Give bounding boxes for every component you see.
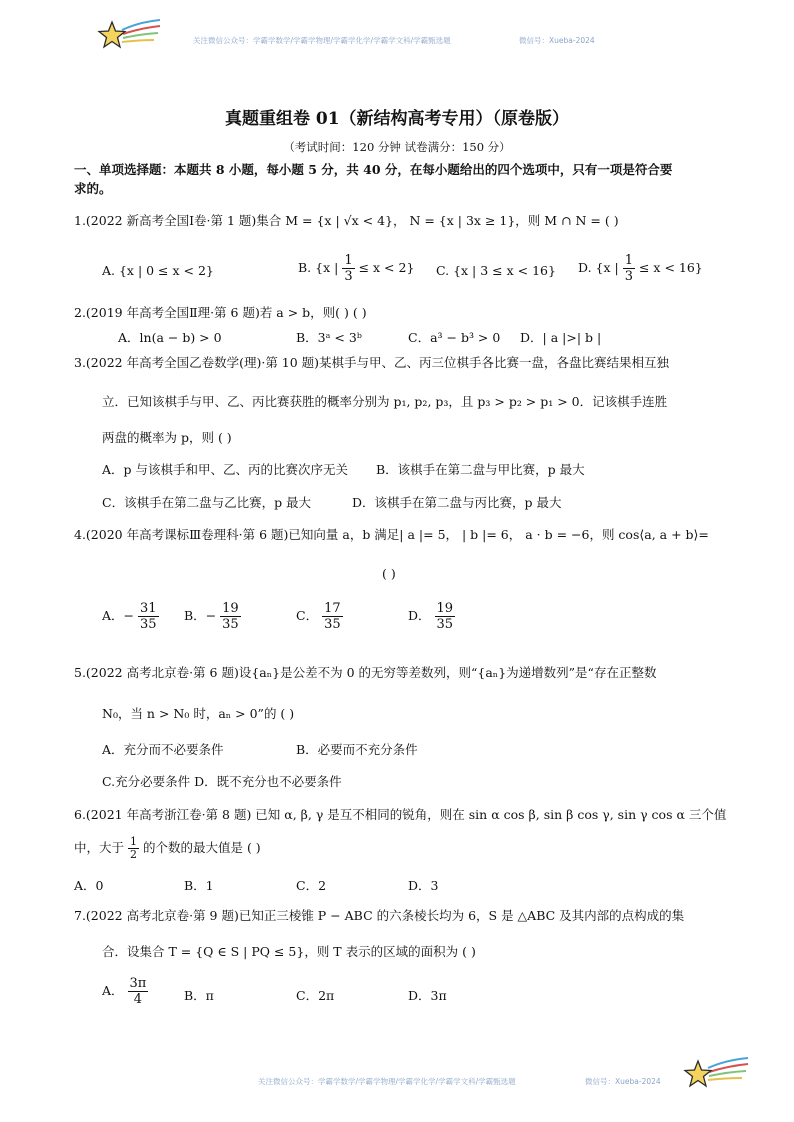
q6-line2-post: 的个数的最大值是 ( ) <box>142 840 261 855</box>
q3-option-a: A．p 与该棋手和甲、乙、丙的比赛次序无关 <box>102 462 349 477</box>
q4-d-den: 35 <box>436 617 454 632</box>
q5-option-cd: C.充分必要条件 D．既不充分也不必要条件 <box>102 774 342 789</box>
q7-a-num: 3π <box>129 976 147 991</box>
q1-b-fraction <box>342 253 354 284</box>
q1-d-pre: D. {x | <box>578 260 619 275</box>
q6-option-d: D．3 <box>408 878 439 893</box>
q7-option-d: D．3π <box>408 988 447 1003</box>
question-5-line1: 5.(2022 高考北京卷·第 6 题)设{aₙ}是公差不为 0 的无穷等差数列，则“{aₙ}为递增数列”是“存在正整数 <box>74 665 657 680</box>
q4-a-label: A． <box>102 608 124 623</box>
q5-option-b: B．必要而不充分条件 <box>296 742 418 757</box>
q4-b-sign: − <box>205 608 217 623</box>
q2-option-d: D．| a |>| b | <box>520 330 602 345</box>
question-7-line2: 合．设集合 T = {Q ∈ S | PQ ≤ 5}，则 T 表示的区域的面积为 ( ) <box>102 944 476 959</box>
q1-d-fraction <box>623 253 635 284</box>
question-6-line1: 6.(2021 年高考浙江卷·第 8 题) 已知 α, β, γ 是互不相同的锐角，则在 sin α cos β, sin β cos γ, sin γ cos α 三个值 <box>74 807 727 822</box>
q7-option-b: B．π <box>184 988 214 1003</box>
q4-a-den: 35 <box>140 617 157 632</box>
q4-c-fraction <box>322 601 343 632</box>
star-logo-icon <box>94 16 164 56</box>
q1-option-d <box>578 253 703 284</box>
question-7-line1: 7.(2022 高考北京卷·第 9 题)已知正三棱锥 P − ABC 的六条棱长均为 6，S 是 △ABC 及其内部的点构成的集 <box>74 908 685 923</box>
q2-option-a: A．ln(a − b) > 0 <box>118 330 222 345</box>
q4-c-num: 17 <box>324 601 341 616</box>
header-info-text: 关注微信公众号：学霸学数学/学霸学物理/学霸学化学/学霸学文科/学霸甄选题 <box>193 36 451 45</box>
q4-d-fraction <box>435 601 456 632</box>
q6-half-den: 2 <box>130 848 137 861</box>
q6-line2-pre: 中，大于 <box>74 840 125 855</box>
q1-d-den: 3 <box>624 269 633 284</box>
page-title: 真题重组卷 01（新结构高考专用）（原卷版） <box>224 109 570 129</box>
question-3-line3: 两盘的概率为 p，则 ( ) <box>102 430 232 445</box>
q6-half-fraction <box>128 836 139 861</box>
q4-answer-paren: ( ) <box>382 566 396 581</box>
q7-a-label: A． <box>102 983 124 998</box>
q7-a-den: 4 <box>133 992 143 1007</box>
q4-c-den: 35 <box>324 617 341 632</box>
q1-b-post: ≤ x < 2} <box>358 260 415 275</box>
q4-b-num: 19 <box>222 601 239 616</box>
q4-d-num: 19 <box>436 601 454 616</box>
q3-option-c: C．该棋手在第二盘与乙比赛，p 最大 <box>102 495 312 510</box>
q1-d-post: ≤ x < 16} <box>638 260 703 275</box>
q7-option-a <box>102 976 148 1007</box>
question-3-line2: 立．已知该棋手与甲、乙、丙比赛获胜的概率分别为 p₁, p₂, p₃，且 p₃ > p₂ > p₁ > 0．记该棋手连胜 <box>102 394 668 409</box>
header-wechat-text: 微信号：Xueba-2024 <box>519 36 595 45</box>
q5-option-a: A．充分而不必要条件 <box>102 742 224 757</box>
footer-wechat-text: 微信号：Xueba-2024 <box>585 1077 661 1086</box>
q6-option-b: B．1 <box>184 878 214 893</box>
q4-b-den: 35 <box>222 617 239 632</box>
q2-option-b: B．3ᵃ < 3ᵇ <box>296 330 362 345</box>
q3-option-b: B．该棋手在第二盘与甲比赛，p 最大 <box>376 462 585 477</box>
section-heading-cont: 求的。 <box>74 181 112 196</box>
q6-half-num: 1 <box>130 835 137 848</box>
question-1-stem: 1.(2022 新高考全国Ⅰ卷·第 1 题)集合 M = {x | √x < 4}， N = {x | 3x ≥ 1}，则 M ∩ N = ( ) <box>74 213 619 228</box>
q4-option-c <box>296 601 343 632</box>
q1-option-b <box>298 253 414 284</box>
q1-d-num: 1 <box>624 253 633 268</box>
question-3-line1: 3.(2022 年高考全国乙卷数学(理)·第 10 题)某棋手与甲、乙、丙三位棋手各比赛一盘，各盘比赛结果相互独 <box>74 355 670 370</box>
q6-option-c: C．2 <box>296 878 327 893</box>
q1-b-pre: B. {x | <box>298 260 339 275</box>
q4-c-label: C． <box>296 608 319 623</box>
q4-option-b <box>184 601 241 632</box>
q4-option-d <box>408 601 455 632</box>
q4-a-num: 31 <box>140 601 157 616</box>
q1-b-num: 1 <box>344 253 353 268</box>
q1-option-c: C. {x | 3 ≤ x < 16} <box>436 263 556 278</box>
question-5-line2: N₀，当 n > N₀ 时，aₙ > 0”的 ( ) <box>102 706 295 721</box>
q4-b-label: B． <box>184 608 206 623</box>
question-4-stem: 4.(2020 年高考课标Ⅲ卷理科·第 6 题)已知向量 a，b 满足| a |= 5， | b |= 6， a · b = −6，则 cos⟨a, a + b⟩= <box>74 527 709 542</box>
exam-info: （考试时间：120 分钟 试卷满分：150 分） <box>283 140 511 154</box>
q4-b-fraction <box>220 601 241 632</box>
question-6-line2 <box>74 836 261 861</box>
footer-star-logo-icon <box>682 1052 752 1094</box>
q3-option-d: D．该棋手在第二盘与丙比赛，p 最大 <box>352 495 562 510</box>
footer-info-text: 关注微信公众号：学霸学数学/学霸学物理/学霸学化学/学霸学文科/学霸甄选题 <box>258 1077 516 1086</box>
q4-d-label: D． <box>408 608 431 623</box>
section-heading: 一、单项选择题：本题共 8 小题，每小题 5 分，共 40 分，在每小题给出的四个选项中，只有一项是符合要 <box>74 162 673 177</box>
q4-a-sign: − <box>123 608 135 623</box>
q6-option-a: A．0 <box>74 878 104 893</box>
q7-a-fraction <box>128 976 149 1007</box>
q7-option-c: C．2π <box>296 988 335 1003</box>
question-2-stem: 2.(2019 年高考全国Ⅱ理·第 6 题)若 a > b，则( ) ( ) <box>74 305 367 320</box>
q1-b-den: 3 <box>344 269 353 284</box>
q1-option-a: A. {x | 0 ≤ x < 2} <box>102 263 214 278</box>
q2-option-c: C．a³ − b³ > 0 <box>408 330 501 345</box>
q4-a-fraction <box>138 601 159 632</box>
q4-option-a <box>102 601 159 632</box>
